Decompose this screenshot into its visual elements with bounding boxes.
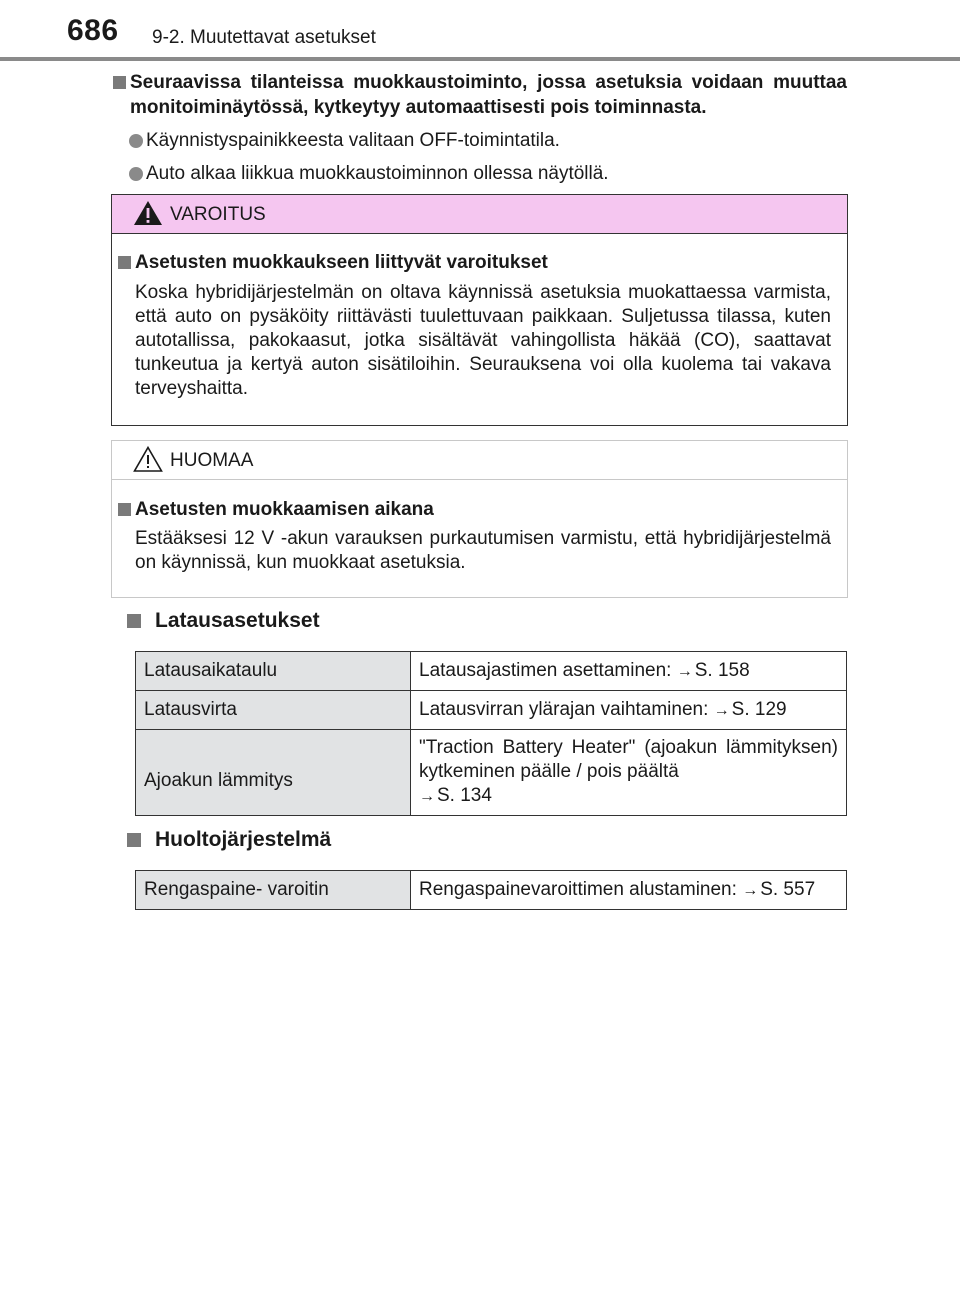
value-text: "Traction Battery Heater" (ajoakun lämmityksen) kytkeminen päälle / pois päältä xyxy=(419,737,838,782)
notice-box xyxy=(111,440,848,598)
section-title: 9-2. Muutettavat asetukset xyxy=(152,27,376,48)
intro-heading-text: Seuraavissa tilanteissa muokkaustoiminto, jossa asetuksia voidaan muuttaa monitoiminäytössä, kytkeytyy automaattisesti pois toiminnasta. xyxy=(130,72,847,118)
table-key: Rengaspaine- varoitin xyxy=(136,871,411,910)
table-row xyxy=(136,871,847,910)
square-bullet-icon xyxy=(118,256,131,269)
notice-label: HUOMAA xyxy=(170,450,254,471)
arrow-icon: → xyxy=(676,662,693,680)
square-bullet-icon xyxy=(118,503,131,516)
page-header xyxy=(0,0,960,62)
table-key: Latausaikataulu xyxy=(136,652,411,691)
warning-body: Koska hybridijärjestelmän on oltava käynnissä asetuksia muokattaessa varmista, että auto on pysäköity riittävästi tuulettuvaan paikkaan. Suljetussa tilassa, kuten autotallissa, pakokaasut, jotka sisältävät vahingollista häkää (CO), saattavat tunkeutua ja kertyä auton sisätiloihin. Seurauksena voi olla kuolema tai vakava terveyshaitta. xyxy=(135,282,831,399)
charging-table xyxy=(135,651,847,816)
round-bullet-icon xyxy=(129,167,143,181)
list-item xyxy=(113,128,847,153)
warning-box xyxy=(111,194,848,426)
caution-triangle-icon xyxy=(133,446,163,472)
table-key: Ajoakun lämmitys xyxy=(136,730,411,816)
table-value xyxy=(411,871,847,910)
warning-bar xyxy=(112,195,847,234)
intro-heading xyxy=(113,70,847,120)
warning-heading-text: Asetusten muokkaukseen liittyvät varoitukset xyxy=(135,252,548,273)
value-text: Rengaspainevaroittimen alustaminen: xyxy=(419,878,737,900)
square-bullet-icon xyxy=(127,833,141,847)
value-text: Latausajastimen asettaminen: xyxy=(419,659,672,681)
arrow-icon: → xyxy=(742,881,759,899)
arrow-icon: → xyxy=(419,788,435,805)
notice-heading xyxy=(118,499,434,521)
square-bullet-icon xyxy=(127,614,141,628)
bullet-text: Auto alkaa liikkua muokkaustoiminnon ollessa näytöllä. xyxy=(146,163,609,184)
page-number: 686 xyxy=(67,14,119,47)
maintenance-table xyxy=(135,870,847,910)
list-item xyxy=(113,161,847,186)
table-row xyxy=(136,730,847,816)
charging-heading xyxy=(127,609,320,633)
table-value xyxy=(411,730,847,816)
value-text: Latausvirran ylärajan vaihtaminen: xyxy=(419,698,709,720)
warning-label: VAROITUS xyxy=(170,204,266,225)
page-ref: S. 134 xyxy=(437,785,492,806)
table-value xyxy=(411,691,847,730)
round-bullet-icon xyxy=(129,134,143,148)
bullet-text: Käynnistyspainikkeesta valitaan OFF-toimintatila. xyxy=(146,130,560,151)
notice-body: Estääksesi 12 V -akun varauksen purkautumisen varmistu, että hybridijärjestelmä on käynnissä, kun muokkaat asetuksia. xyxy=(135,528,831,573)
notice-heading-text: Asetusten muokkaamisen aikana xyxy=(135,499,434,520)
maintenance-heading-text: Huoltojärjestelmä xyxy=(155,828,332,851)
table-row xyxy=(136,652,847,691)
table-value xyxy=(411,652,847,691)
page-ref: S. 557 xyxy=(760,878,816,900)
notice-bar xyxy=(112,441,847,480)
table-row xyxy=(136,691,847,730)
charging-heading-text: Latausasetukset xyxy=(155,609,320,632)
table-key: Latausvirta xyxy=(136,691,411,730)
page-ref: S. 158 xyxy=(694,659,750,681)
warning-triangle-icon xyxy=(133,200,163,226)
intro-section xyxy=(113,70,847,186)
warning-heading xyxy=(118,252,548,274)
arrow-icon: → xyxy=(713,701,730,719)
maintenance-heading xyxy=(127,828,331,852)
header-rule xyxy=(0,57,960,61)
page-ref: S. 129 xyxy=(731,698,787,720)
square-bullet-icon xyxy=(113,76,126,89)
